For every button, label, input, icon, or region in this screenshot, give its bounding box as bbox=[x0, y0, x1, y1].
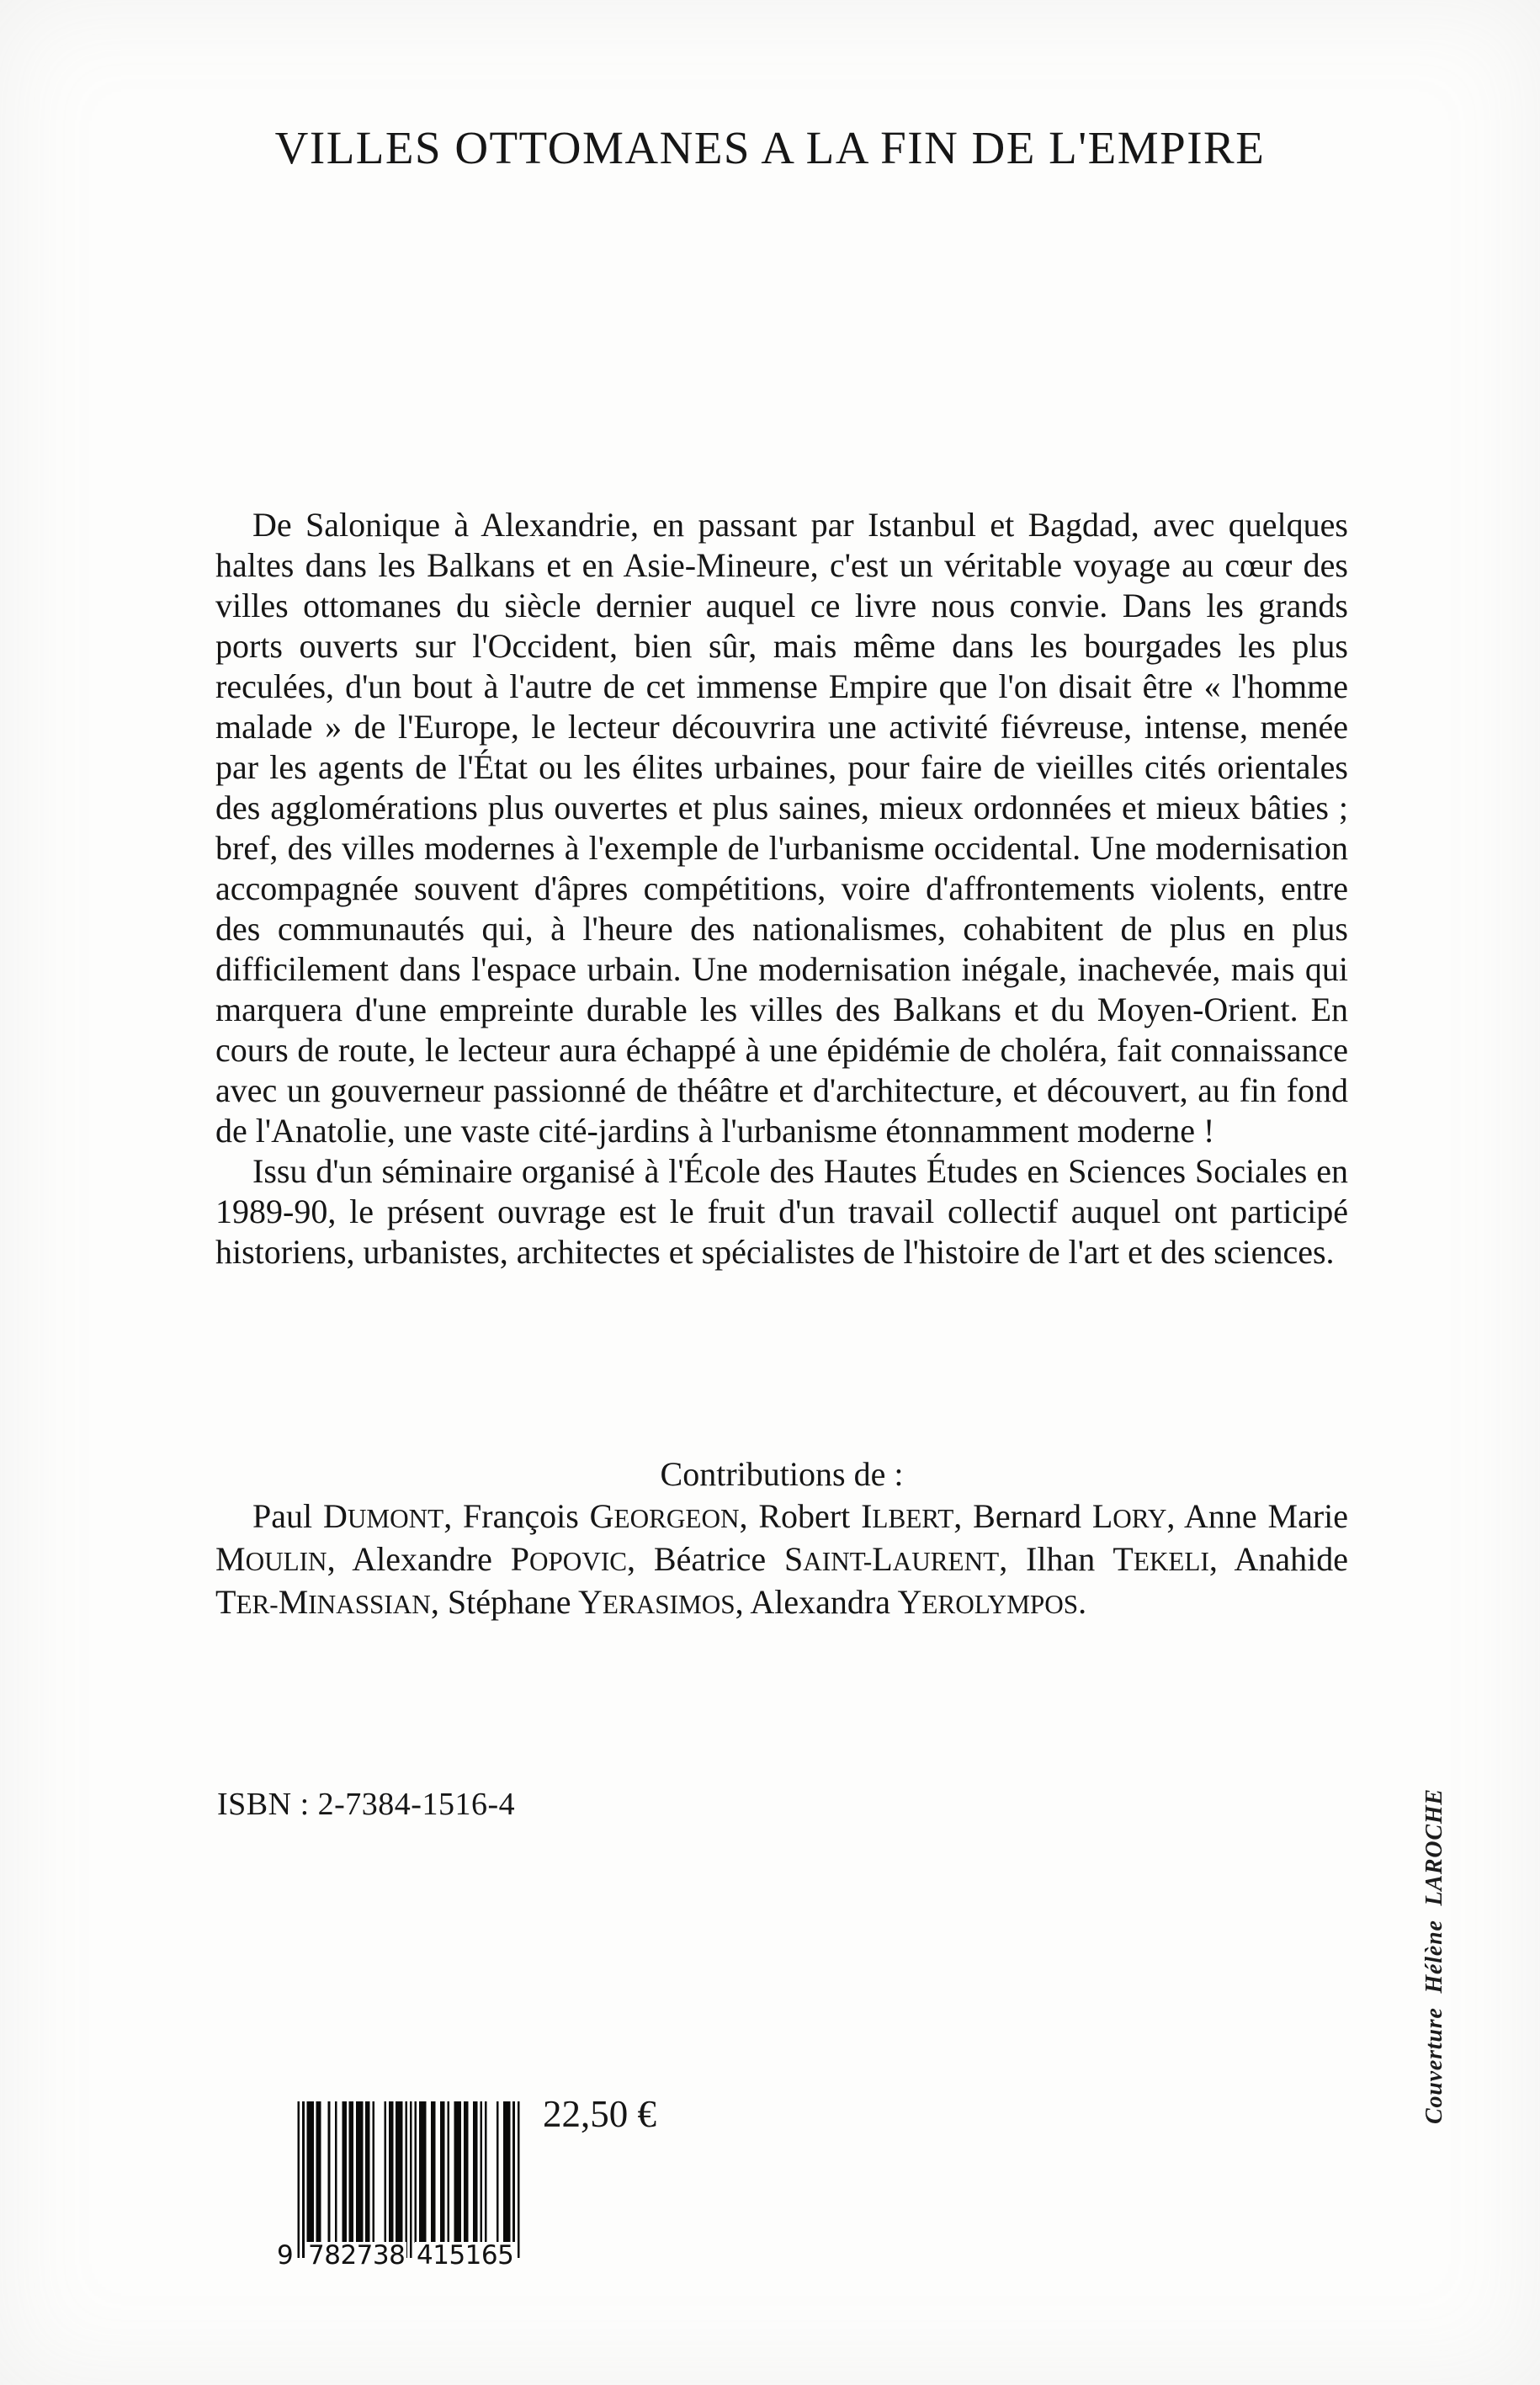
contributor-family: TEKELI bbox=[1113, 1540, 1209, 1578]
barcode-bar bbox=[431, 2101, 436, 2243]
barcode-bar bbox=[518, 2101, 520, 2258]
barcode-bar bbox=[396, 2101, 402, 2243]
blurb-paragraph-2: Issu d'un séminaire organisé à l'École des Hautes Études en Sciences Sociales en 1989-90, le présent ouvrage est le fruit d'un travail collectif auquel ont participé historiens, urbanistes, architectes et spécialistes de l'histoire de l'art et des sciences. bbox=[215, 1152, 1348, 1271]
barcode-bar bbox=[316, 2101, 321, 2243]
barcode-bar bbox=[307, 2101, 314, 2243]
blurb-paragraph-1: De Salonique à Alexandrie, en passant par Istanbul et Bagdad, avec quelques haltes dans les Balkans et en Asie-Mineure, c'est un véritable voyage au cœur des villes ottomanes du siècle dernier auquel ce livre nous convie. Dans les grands ports ouverts sur l'Occident, bien sûr, mais même dans les bourgades les plus reculées, d'un bout à l'autre de cet immense Empire que l'on disait être « l'homme malade » de l'Europe, le lecteur découvrira une activité fiévreuse, intense, menée par les agents de l'État ou les élites urbaines, pour faire de vieilles cités orientales des agglomérations plus ouvertes et plus saines, mieux ordonnées et mieux bâties ; bref, des villes modernes à l'exemple de l'urbanisme occidental. Une modernisation accompagnée souvent d'âpres compétitions, voire d'affrontements violents, entre des communautés qui, à l'heure des nationalismes, cohabitent de plus en plus difficilement dans l'espace urbain. Une modernisation inégale, inachevée, mais qui marquera d'une empreinte durable les villes des Balkans et du Moyen-Orient. En cours de route, le lecteur aura échappé à une épidémie de choléra, fait connaissance avec un gouverneur passionné de théâtre et d'architecture, et découvert, au fin fond de l'Anatolie, une vaste cité-jardins à l'urbanisme étonnamment moderne ! bbox=[215, 506, 1348, 1150]
contributor-given: Bernard bbox=[973, 1497, 1092, 1535]
price-label: 22,50 € bbox=[543, 2093, 656, 2135]
contributors-paragraph: Paul DUMONT, François GEORGEON, Robert ILBERT, Bernard LORY, Anne Marie MOULIN, Alexandre POPOVIC, Béatrice SAINT-LAURENT, Ilhan TEKELI, Anahide TER-MINASSIAN, Stéphane YERASIMOS, Alexandra YEROLYMPOS. bbox=[215, 1497, 1349, 1621]
contributor-given: François bbox=[463, 1497, 590, 1535]
contributor-given: Anne Marie bbox=[1184, 1497, 1349, 1535]
barcode-bar bbox=[440, 2101, 445, 2243]
barcode-bar bbox=[372, 2101, 374, 2243]
barcode-bar bbox=[328, 2101, 331, 2243]
barcode-bar bbox=[405, 2101, 407, 2258]
contributor-given: Béatrice bbox=[653, 1540, 784, 1578]
barcode-bar bbox=[497, 2101, 499, 2243]
barcode-digits-right: 415165 bbox=[417, 2240, 514, 2271]
isbn-text: ISBN : 2-7384-1516-4 bbox=[217, 1787, 516, 1822]
barcode-bar bbox=[485, 2101, 487, 2243]
barcode-bar bbox=[410, 2101, 412, 2258]
contributor-given: Alexandra bbox=[750, 1583, 898, 1621]
barcode-digit-first: 9 bbox=[277, 2240, 294, 2271]
barcode-bar bbox=[464, 2101, 469, 2243]
barcode-bar bbox=[473, 2101, 478, 2243]
contributor-given: Stéphane bbox=[447, 1583, 578, 1621]
barcode-bar bbox=[349, 2101, 354, 2243]
barcode-bar bbox=[454, 2101, 461, 2243]
barcode bbox=[277, 2101, 520, 2271]
book-title: VILLES OTTOMANES A LA FIN DE L'EMPIRE bbox=[274, 122, 1266, 173]
contributor-given: Anahide bbox=[1234, 1540, 1349, 1578]
barcode-bar bbox=[365, 2101, 370, 2243]
barcode-bar bbox=[356, 2101, 363, 2243]
contributor-family: TER-MINASSIAN bbox=[215, 1583, 431, 1621]
contributor-family: GEORGEON bbox=[589, 1497, 740, 1535]
barcode-bar bbox=[342, 2101, 347, 2243]
blurb bbox=[215, 505, 1348, 1272]
contributor-family: YERASIMOS bbox=[577, 1583, 735, 1621]
barcode-bar bbox=[384, 2101, 386, 2243]
contributor-family: YEROLYMPOS bbox=[897, 1583, 1079, 1621]
barcode-bar bbox=[335, 2101, 337, 2243]
barcode-digits-left: 782738 bbox=[308, 2240, 406, 2271]
contributor-family: SAINT-LAURENT bbox=[784, 1540, 1000, 1578]
cover-credit: Couverture Hélène LAROCHE bbox=[1421, 1788, 1447, 2124]
barcode-bar bbox=[297, 2101, 300, 2258]
barcode-bar bbox=[414, 2101, 417, 2243]
contributor-family: LORY bbox=[1091, 1497, 1167, 1535]
contributor-given: Paul bbox=[252, 1497, 323, 1535]
barcode-bar bbox=[447, 2101, 449, 2243]
barcode-bar bbox=[389, 2101, 394, 2243]
barcode-bar bbox=[302, 2101, 305, 2258]
barcode-bar bbox=[480, 2101, 482, 2243]
contributor-family: ILBERT bbox=[861, 1497, 954, 1535]
contributor-family: DUMONT bbox=[322, 1497, 444, 1535]
barcode-bar bbox=[503, 2101, 510, 2243]
contributor-given: Ilhan bbox=[1026, 1540, 1113, 1578]
contributor-given: Robert bbox=[758, 1497, 862, 1535]
barcode-bar bbox=[512, 2101, 515, 2258]
contributions-heading: Contributions de : bbox=[660, 1455, 904, 1493]
contributor-family: POPOVIC bbox=[510, 1540, 628, 1578]
contributor-given: Alexandre bbox=[352, 1540, 511, 1578]
barcode-bar bbox=[419, 2101, 426, 2243]
contributor-family: MOULIN bbox=[215, 1540, 327, 1578]
barcode-svg bbox=[297, 2101, 520, 2258]
